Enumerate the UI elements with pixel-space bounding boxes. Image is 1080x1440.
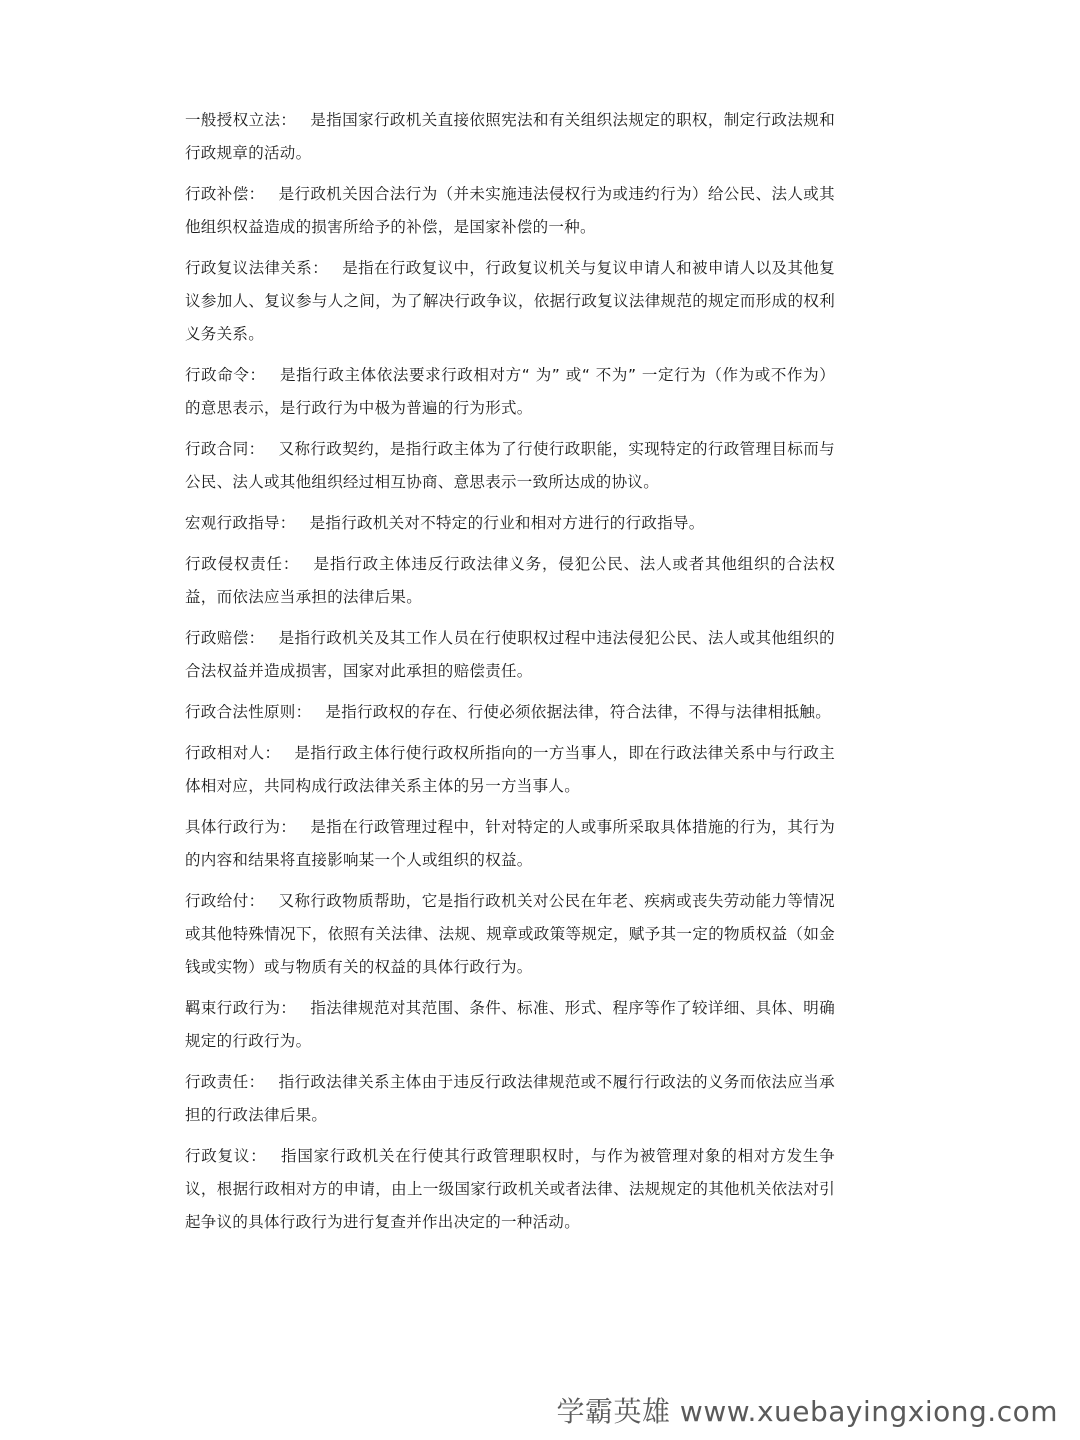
- term: 行政赔偿：: [185, 629, 265, 647]
- definition-entry: [185, 622, 835, 688]
- definition: 是指行政主体违反行政法律义务，侵犯公民、法人或者其他组织的合法权益，而依法应当承担的法律后果。: [185, 555, 835, 606]
- definition-entry: [185, 696, 835, 729]
- definition-entry: [185, 737, 835, 803]
- term: 具体行政行为：: [185, 818, 297, 836]
- definition-entry: [185, 507, 835, 540]
- term: 行政相对人：: [185, 744, 281, 762]
- term: 羁束行政行为：: [185, 999, 297, 1017]
- definition: 是指在行政复议中，行政复议机关与复议申请人和被申请人以及其他复议参加人、复议参与人之间，为了解决行政争议，依据行政复议法律规范的规定而形成的权利义务关系。: [185, 259, 835, 343]
- term: 行政责任：: [185, 1073, 265, 1091]
- definition: 是指在行政管理过程中，针对特定的人或事所采取具体措施的行为，其行为的内容和结果将直接影响某一个人或组织的权益。: [185, 818, 836, 869]
- definition-entry: [185, 433, 835, 499]
- term: 行政补偿：: [185, 185, 265, 203]
- definition: 指行政法律关系主体由于违反行政法律规范或不履行行政法的义务而依法应当承担的行政法律后果。: [185, 1073, 835, 1124]
- definition-entry: [185, 548, 835, 614]
- definition: 是指行政机关及其工作人员在行使职权过程中违法侵犯公民、法人或其他组织的合法权益并造成损害，国家对此承担的赔偿责任。: [185, 629, 835, 680]
- term: 行政给付：: [185, 892, 265, 910]
- definition-entry: [185, 885, 835, 984]
- definition: 是行政机关因合法行为（并未实施违法侵权行为或违约行为）给公民、法人或其他组织权益造成的损害所给予的补偿，是国家补偿的一种。: [185, 185, 835, 236]
- term: 行政合同：: [185, 440, 265, 458]
- definition-entry: [185, 811, 835, 877]
- term: 宏观行政指导：: [185, 514, 296, 532]
- definition-entry: [185, 104, 835, 170]
- document-body: [185, 104, 835, 1247]
- definition: 是指行政权的存在、行使必须依据法律，符合法律，不得与法律相抵触。: [325, 703, 832, 721]
- definition-entry: [185, 359, 835, 425]
- definition: 是指国家行政机关直接依照宪法和有关组织法规定的职权，制定行政法规和行政规章的活动。: [185, 111, 836, 162]
- term: 行政复议法律关系：: [185, 259, 329, 277]
- definition: 是指行政主体行使行政权所指向的一方当事人，即在行政法律关系中与行政主体相对应，共同构成行政法律关系主体的另一方当事人。: [185, 744, 835, 795]
- site-watermark: 学霸英雄 www.xuebayingxiong.com: [556, 1395, 1058, 1428]
- definition-entry: [185, 252, 835, 351]
- definition: 又称行政契约，是指行政主体为了行使行政职能，实现特定的行政管理目标而与公民、法人或其他组织经过相互协商、意思表示一致所达成的协议。: [185, 440, 835, 491]
- definition: 又称行政物质帮助，它是指行政机关对公民在年老、疾病或丧失劳动能力等情况或其他特殊情况下，依照有关法律、法规、规章或政策等规定，赋予其一定的物质权益（如金钱或实物）或与物质有关的权益的具体行政行为。: [185, 892, 835, 976]
- definition-entry: [185, 1066, 835, 1132]
- definition-entry: [185, 178, 835, 244]
- term: 行政命令：: [185, 366, 266, 384]
- definition-entry: [185, 1140, 835, 1239]
- definition: 指国家行政机关在行使其行政管理职权时，与作为被管理对象的相对方发生争议，根据行政相对方的申请，由上一级国家行政机关或者法律、法规规定的其他机关依法对引起争议的具体行政行为进行复查并作出决定的一种活动。: [185, 1147, 835, 1231]
- term: 行政合法性原则：: [185, 703, 312, 721]
- definition: 是指行政主体依法要求行政相对方“ 为” 或“ 不为” 一定行为（作为或不作为）的意思表示，是行政行为中极为普遍的行为形式。: [185, 366, 835, 417]
- term: 行政复议：: [185, 1147, 267, 1165]
- definition-entry: [185, 992, 835, 1058]
- definition: 是指行政机关对不特定的行业和相对方进行的行政指导。: [309, 514, 705, 532]
- term: 行政侵权责任：: [185, 555, 300, 573]
- term: 一般授权立法：: [185, 111, 297, 129]
- definition: 指法律规范对其范围、条件、标准、形式、程序等作了较详细、具体、明确规定的行政行为。: [185, 999, 836, 1050]
